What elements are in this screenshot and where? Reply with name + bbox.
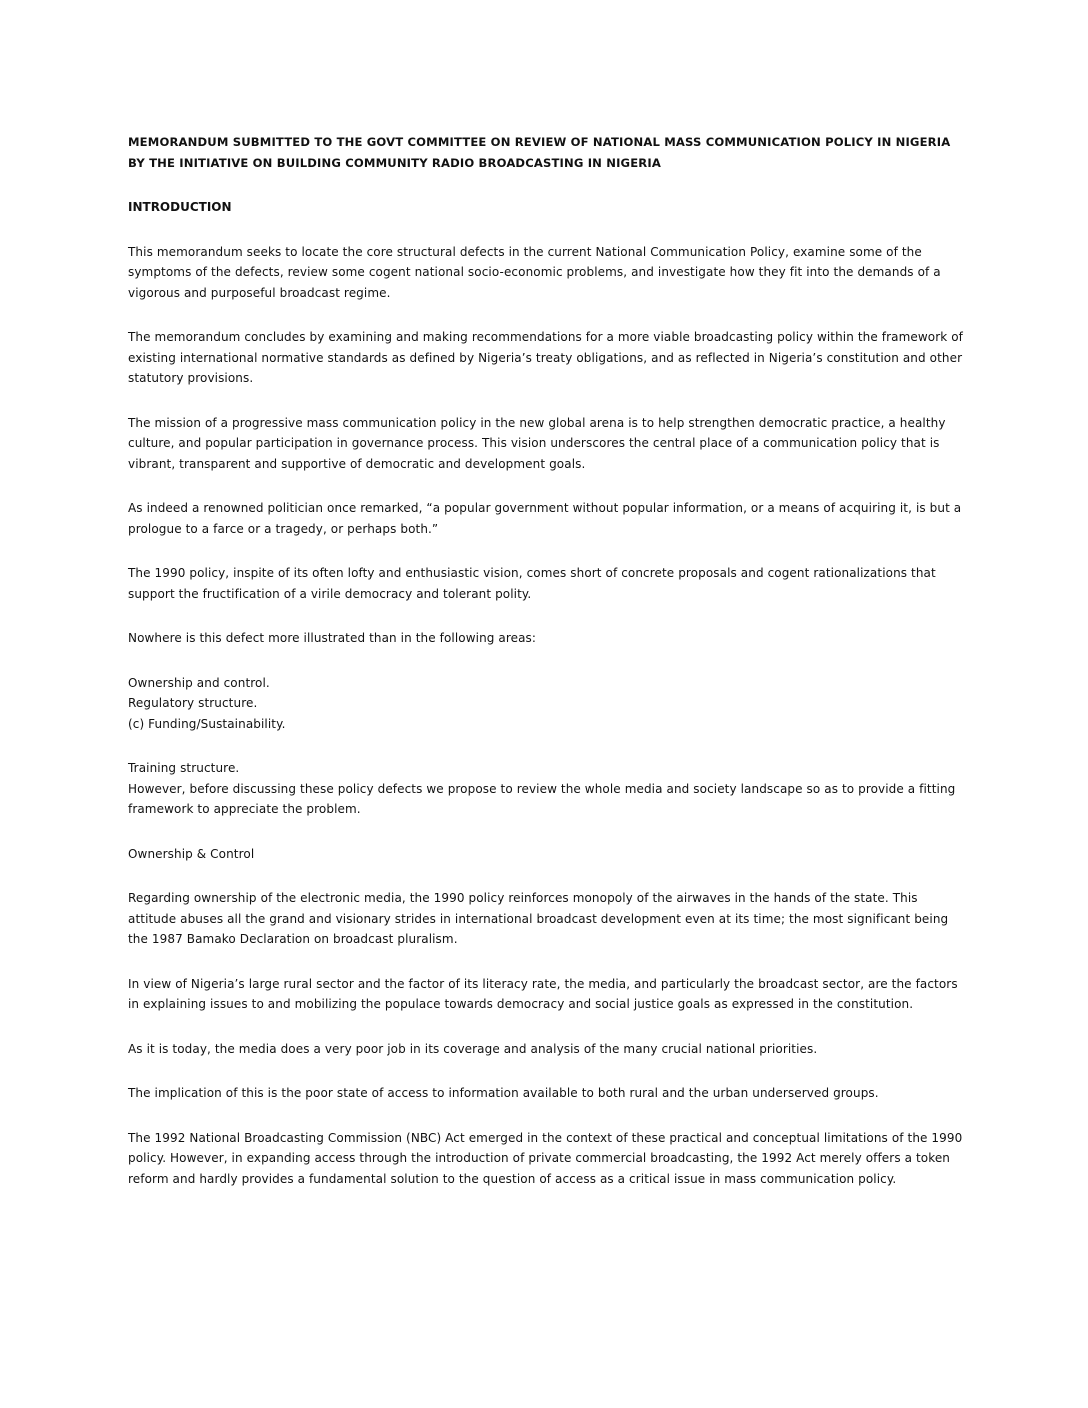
paragraph-mission: The mission of a progressive mass communication policy in the new global arena is to help strengthen democratic practice, a healthy culture, and popular participation in governance process. This vision underscores the central place of a communication policy that is vibrant, transparent and supportive of democratic and development goals. [128,415,946,471]
list-item-funding: (c) Funding/Sustainability. [128,716,286,731]
paragraph-access-implication: The implication of this is the poor state of access to information available to both rural and the urban underserved groups. [128,1086,879,1100]
paragraph-media-coverage: As it is today, the media does a very poor job in its coverage and analysis of the many crucial national priorities. [128,1041,818,1056]
paragraph-quote: As indeed a renowned politician once remarked, “a popular government without popular information, or a means of acquiring it, is but a prologue to a farce or a tragedy, or perhaps both.” [128,501,962,536]
list-item-ownership: Ownership and control. [128,675,270,690]
list-item-regulatory: Regulatory structure. [128,696,258,710]
paragraph-however: However, before discussing these policy defects we propose to review the whole media and society landscape so as to provide a fitting framework to appreciate the problem. [128,781,956,816]
paragraph-conclusion: The memorandum concludes by examining and making recommendations for a more viable broadcasting policy within the framework of existing international normative standards as defined by Nigeria’s treaty obligations, and as reflected in Nigeria’s constitution and other statutory provisions. [128,330,963,385]
paragraph-nbc-act: The 1992 National Broadcasting Commission (NBC) Act emerged in the context of these practical and conceptual limitations of the 1990 policy. However, in expanding access through the introduction of private commercial broadcasting, the 1992 Act merely offers a token reform and hardly provides a fundamental solution to the question of access as a critical issue in mass communication policy. [128,1130,963,1186]
list-item-training: Training structure. [128,761,240,775]
paragraph-1990-policy: The 1990 policy, inspite of its often lofty and enthusiastic vision, comes short of concrete proposals and cogent rationalizations that support the fructification of a virile democracy and tolerant polity. [128,566,936,601]
introduction-heading: INTRODUCTION [128,200,232,214]
document-title: MEMORANDUM SUBMITTED TO THE GOVT COMMITTEE ON REVIEW OF NATIONAL MASS COMMUNICATION POLICY IN NIGERIA BY THE INITIATIVE ON BUILDING COMMUNITY RADIO BROADCASTING IN NIGERIA [128,135,951,170]
document-page [128,132,964,1189]
paragraph-purpose: This memorandum seeks to locate the core structural defects in the current National Communication Policy, examine some of the symptoms of the defects, review some cogent national socio-economic problems, and investigate how they fit into the demands of a vigorous and purposeful broadcast regime. [128,244,941,300]
paragraph-defect-areas: Nowhere is this defect more illustrated than in the following areas: [128,631,537,645]
paragraph-ownership-monopoly: Regarding ownership of the electronic media, the 1990 policy reinforces monopoly of the airwaves in the hands of the state. This attitude abuses all the grand and visionary strides in international broadcast development even at its time; the most significant being the 1987 Bamako Declaration on broadcast pluralism. [128,891,949,946]
paragraph-rural-sector: In view of Nigeria’s large rural sector and the factor of its literacy rate, the media, and particularly the broadcast sector, are the factors in explaining issues to and mobilizing the populace towards democracy and social justice goals as expressed in the constitution. [128,976,958,1011]
ownership-heading: Ownership & Control [128,846,255,861]
